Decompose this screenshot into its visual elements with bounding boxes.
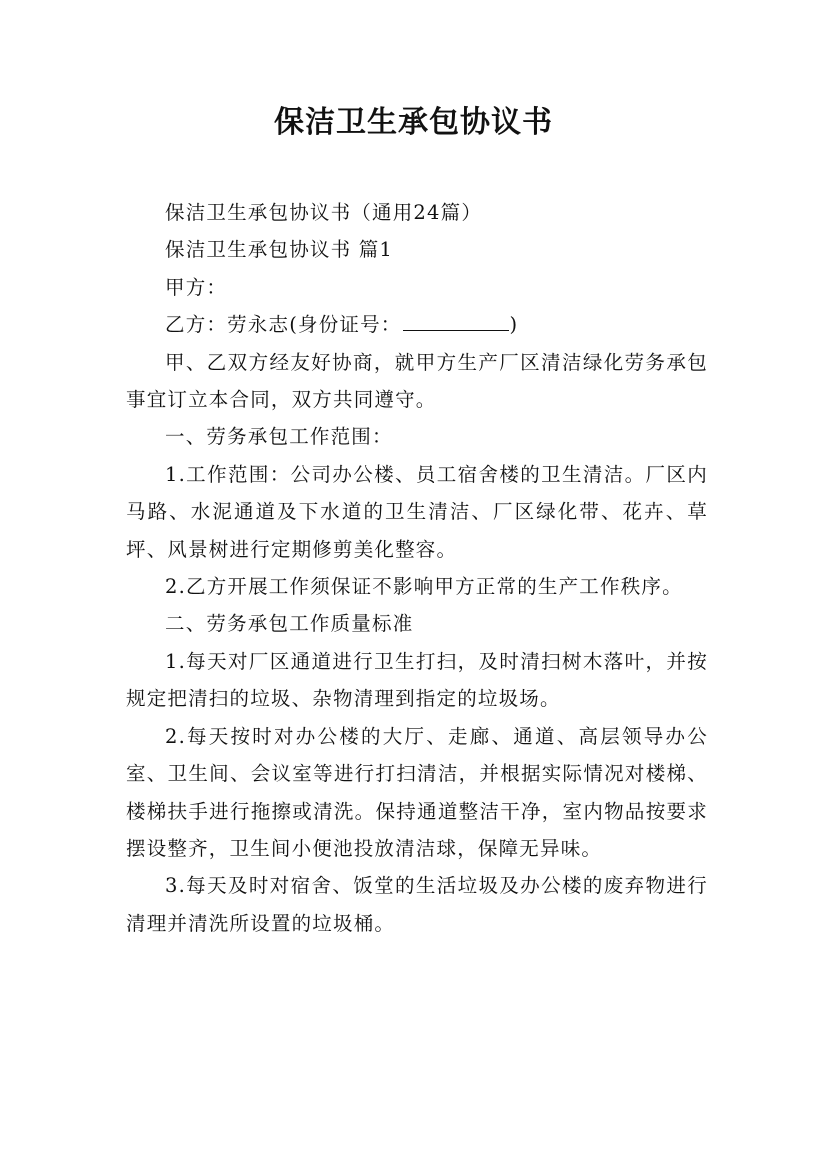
id-number-blank (403, 308, 509, 331)
party-b-label: 乙方：劳永志(身份证号： (165, 313, 402, 337)
section1-item2: 2.乙方开展工作须保证不影响甲方正常的生产工作秩序。 (165, 575, 683, 599)
section2-item3: 3.每天及时对宿舍、饭堂的生活垃圾及办公楼的废弃物进行清理并清洗所设置的垃圾桶。 (126, 874, 708, 935)
document-title: 保洁卫生承包协议书 (274, 105, 553, 140)
document-subtitle: 保洁卫生承包协议书（通用24篇） (165, 201, 483, 224)
intro-paragraph: 甲、乙双方经友好协商，就甲方生产厂区清洁绿化劳务承包事宜订立本合同，双方共同遵守。 (126, 350, 708, 412)
party-b-line (126, 306, 708, 343)
section2-item1: 1.每天对厂区通道进行卫生打扫，及时清扫树木落叶，并按规定把清扫的垃圾、杂物清理到指定的垃圾场。 (126, 649, 708, 711)
chapter-heading: 保洁卫生承包协议书 篇1 (165, 238, 394, 262)
document-body (126, 194, 708, 942)
party-a-line: 甲方： (165, 275, 228, 299)
section1-item1: 1.工作范围：公司办公楼、员工宿舍楼的卫生清洁。厂区内马路、水泥通道及下水道的卫生清洁、厂区绿化带、花卉、草坪、风景树进行定期修剪美化整容。 (126, 462, 708, 561)
section2-item2: 2.每天按时对办公楼的大厅、走廊、通道、高层领导办公室、卫生间、会议室等进行打扫清洁，并根据实际情况对楼梯、楼梯扶手进行拖擦或清洗。保持通道整洁干净，室内物品按要求摆设整齐，卫生间小便池投放清洁球，保障无异味。 (126, 724, 708, 860)
party-b-close: ) (509, 313, 519, 337)
section1-heading: 一、劳务承包工作范围： (165, 425, 393, 449)
section2-heading: 二、劳务承包工作质量标准 (165, 612, 414, 636)
